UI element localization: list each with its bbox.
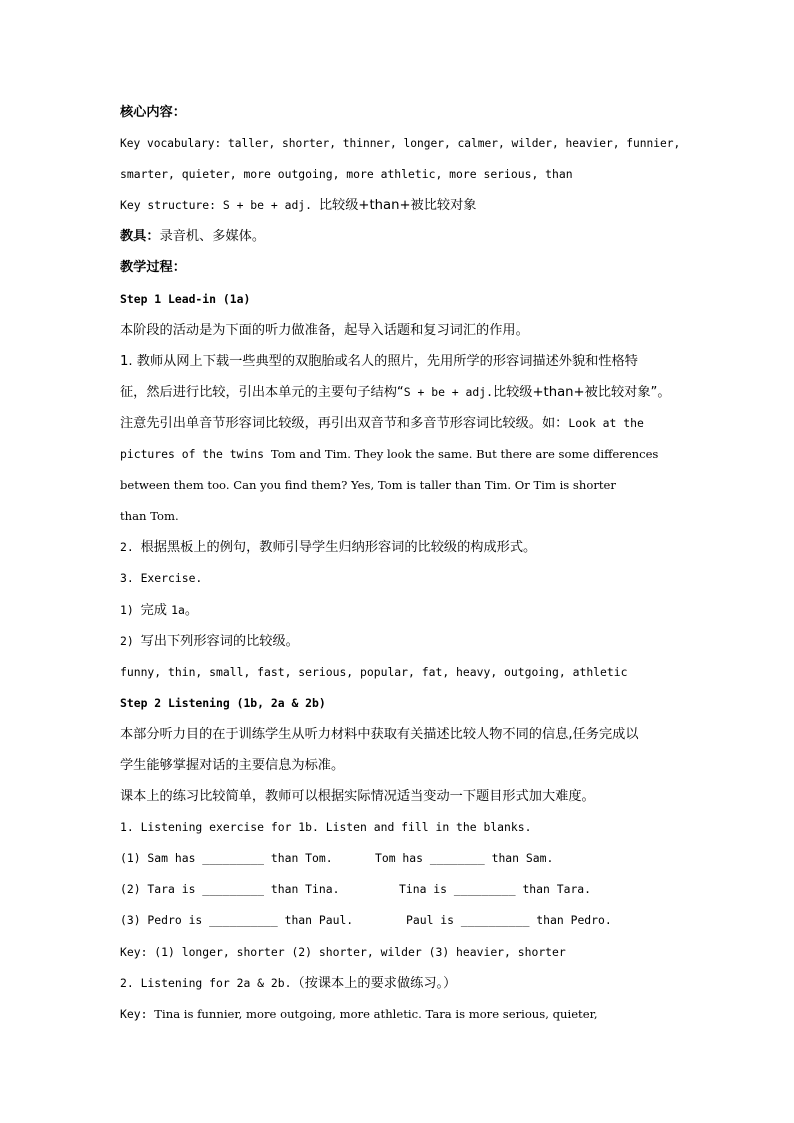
exercise-item1-end: 。 [184,602,199,618]
key-vocabulary-line-1: Key vocabulary: taller, shorter, thinner, longer, calmer, wilder, heavier, funnier, [120,136,681,151]
blank-row-2-a: (2) Tara is _________ than Tina. [120,882,340,897]
step1-para1-line3-b: Look at the [568,415,644,430]
step1-para1-line1: 1. 教师从网上下载一些典型的双胞胎或名人的照片，先用所学的形容词描述外貌和性格特 [120,353,638,369]
step1-para1-line5: between them too. Can you find them? Yes, Tom is taller than Tim. Or Tim is shorter [120,478,616,493]
exercise-item1-num: 1) [120,602,141,617]
step1-para1-line2-a: 征，然后进行比较，引出本单元的主要句子结构“ [120,384,404,400]
step2-exercise1: 1. Listening exercise for 1b. Listen and fill in the blanks. [120,820,532,835]
blank-row-1-b: Tom has ________ than Sam. [375,851,554,866]
teaching-tools-text: 录音机、多媒体。 [159,229,266,245]
key-structure-cn: 比较级+than+被比较对象 [318,198,477,214]
blank-row-3-b: Paul is __________ than Pedro. [406,913,612,928]
step1-exercise-item2 [120,626,680,657]
teaching-tools [120,221,680,252]
key-structure [120,190,680,221]
blank-row-3 [120,905,680,936]
exercise-item1-text: 完成 [140,602,172,618]
answer-key-2-text-cont: Tara is more serious, quieter, [421,1006,598,1021]
step1-para1-line2-c: 比较级+than+被比较对象”。 [492,384,671,400]
step1-title: Step 1 Lead-in (1a) [120,291,251,306]
blank-row-1-a: (1) Sam has _________ than Tom. [120,851,333,866]
answer-key-2-text: Tina is funnier, more outgoing, more athletic. [154,1006,422,1021]
step2-para2: 课本上的练习比较简单，教师可以根据实际情况适当变动一下题目形式加大难度。 [120,789,595,805]
teaching-process-heading: 教学过程： [120,260,186,276]
step1-para1-line2-b: S + be + adj. [403,384,493,399]
step2-title: Step 2 Listening (1b, 2a & 2b) [120,695,326,710]
step1-para2-num: 2. [120,540,141,555]
key-vocabulary-line-2: smarter, quieter, more outgoing, more athletic, more serious, than [120,167,573,182]
answer-key-2-label: Key: [120,1006,155,1021]
answer-key-2 [120,999,680,1030]
blank-row-2 [120,874,680,905]
step1-para1-line2 [120,377,680,408]
step1-word-list: funny, thin, small, fast, serious, popular, fat, heavy, outgoing, athletic [120,664,628,679]
core-content-heading: 核心内容： [120,105,186,120]
step1-para1-line4 [120,439,680,470]
blank-row-2-b: Tina is _________ than Tara. [399,882,592,897]
step1-para1-line6: than Tom. [120,509,179,524]
step1-para1-line3 [120,408,680,439]
step1-exercise-item1 [120,595,680,626]
step2-para1-line1: 本部分听力目的在于训练学生从听力材料中获取有关描述比较人物不同的信息,任务完成以 [120,726,639,742]
teaching-tools-heading: 教具： [120,229,160,245]
step1-para2 [120,532,680,563]
step1-para1-line3-a: 注意先引出单音节形容词比较级，再引出双音节和多音节形容词比较级。如： [120,415,569,431]
step1-exercise: 3. Exercise. [120,571,203,586]
blank-row-3-a: (3) Pedro is __________ than Paul. [120,913,354,928]
exercise-item1-ref: 1a [171,602,185,617]
step1-para1-line4-a: pictures of the twins [120,447,271,462]
step1-para2-text: 根据黑板上的例句，教师引导学生归纳形容词的比较级的构成形式。 [140,540,537,556]
step1-intro: 本阶段的活动是为下面的听力做准备，起导入话题和复习词汇的作用。 [120,322,529,338]
step2-exercise2 [120,968,680,999]
answer-key-1: Key: (1) longer, shorter (2) shorter, wilder (3) heavier, shorter [120,944,566,959]
step2-exercise2-text: 2. Listening for 2a & 2b. [120,975,292,990]
key-structure-label: Key structure: S + be + adj. [120,198,319,213]
blank-row-1 [120,843,680,874]
step2-para1-line2: 学生能够掌握对话的主要信息为标准。 [120,757,345,773]
step1-para1-line4-c: But there are some differences [472,447,659,462]
exercise-item2-text: 写出下列形容词的比较级。 [140,633,299,649]
step2-exercise2-note: （按课本上的要求做练习。） [291,975,457,991]
document-page [120,97,680,1030]
exercise-item2-num: 2) [120,633,141,648]
step1-para1-line4-b: Tom and Tim. They look the same. [270,447,473,462]
